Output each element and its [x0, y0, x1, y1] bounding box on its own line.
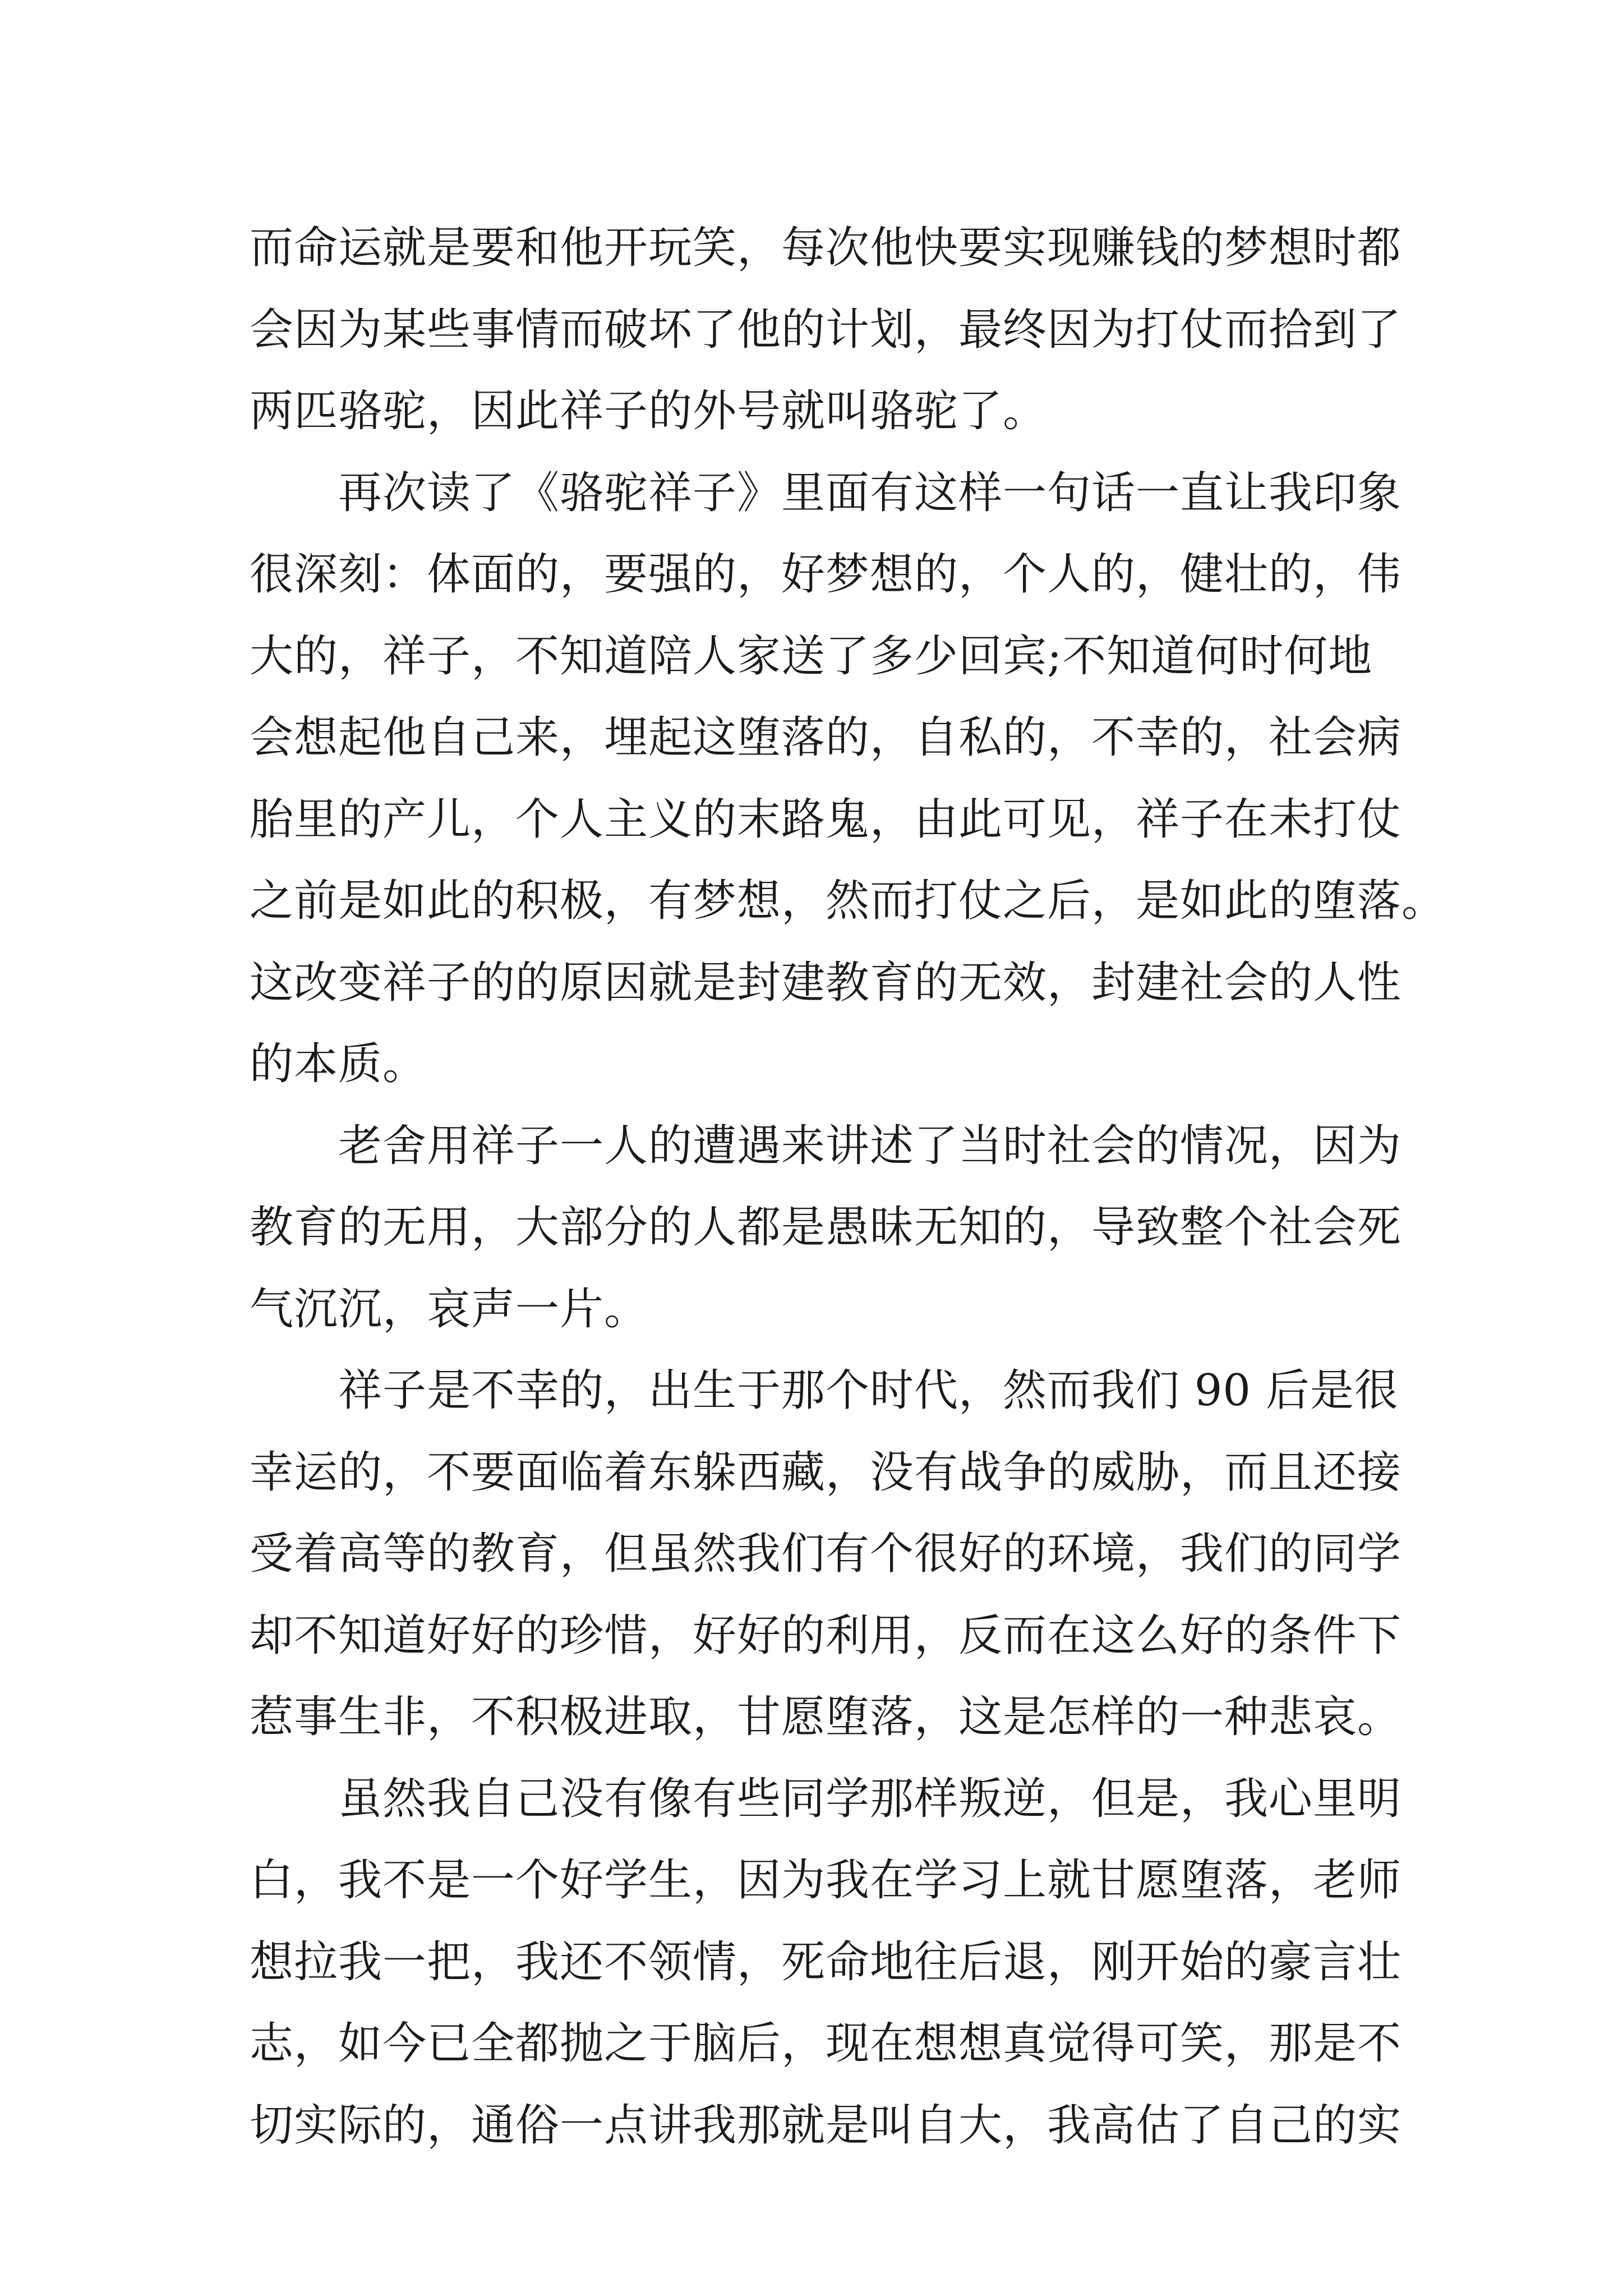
text-line: 再次读了《骆驼祥子》里面有这样一句话一直让我印象 [250, 467, 1402, 518]
text-line: 虽然我自己没有像有些同学那样叛逆，但是，我心里明 [250, 1773, 1402, 1824]
text-line: 会想起他自己来，埋起这堕落的，自私的，不幸的，社会病 [250, 712, 1402, 763]
body-text [250, 208, 1446, 2166]
text-line: 却不知道好好的珍惜，好好的利用，反而在这么好的条件下 [250, 1610, 1402, 1661]
text-line: 这改变祥子的的原因就是封建教育的无效，封建社会的人性 [250, 957, 1402, 1008]
text-line: 教育的无用，大部分的人都是愚昧无知的，导致整个社会死 [250, 1202, 1402, 1253]
text-line: 切实际的，通俗一点讲我那就是叫自大，我高估了自己的实 [250, 2100, 1402, 2151]
text-line: 祥子是不幸的，出生于那个时代，然而我们 90 后是很 [250, 1365, 1399, 1416]
text-line: 之前是如此的积极，有梦想，然而打仗之后，是如此的堕落。 [250, 876, 1446, 926]
text-line: 的本质。 [250, 1039, 427, 1089]
text-line: 老舍用祥子一人的遭遇来讲述了当时社会的情况，因为 [250, 1120, 1402, 1171]
text-line: 想拉我一把，我还不领情，死命地往后退，刚开始的豪言壮 [250, 1936, 1402, 1987]
text-line: 白，我不是一个好学生，因为我在学习上就甘愿堕落，老师 [250, 1855, 1402, 1906]
text-line: 志，如今已全都抛之于脑后，现在想想真觉得可笑，那是不 [250, 2018, 1402, 2069]
text-line: 会因为某些事情而破坏了他的计划，最终因为打仗而拾到了 [250, 304, 1402, 355]
text-line: 很深刻：体面的，要强的，好梦想的，个人的，健壮的，伟 [250, 549, 1402, 600]
text-line: 受着高等的教育，但虽然我们有个很好的环境，我们的同学 [250, 1529, 1402, 1579]
text-line: 胎里的产儿，个人主义的末路鬼，由此可见，祥子在未打仗 [250, 794, 1402, 845]
text-line: 而命运就是要和他开玩笑，每次他快要实现赚钱的梦想时都 [250, 223, 1402, 273]
text-line: 惹事生非，不积极进取，甘愿堕落，这是怎样的一种悲哀。 [250, 1692, 1402, 1742]
text-line: 两匹骆驼，因此祥子的外号就叫骆驼了。 [250, 386, 1048, 436]
text-line: 幸运的，不要面临着东躲西藏，没有战争的威胁，而且还接 [250, 1447, 1402, 1498]
text-line: 大的，祥子，不知道陪人家送了多少回宾;不知道何时何地 [250, 631, 1373, 682]
text-line: 气沉沉，哀声一片。 [250, 1283, 649, 1335]
